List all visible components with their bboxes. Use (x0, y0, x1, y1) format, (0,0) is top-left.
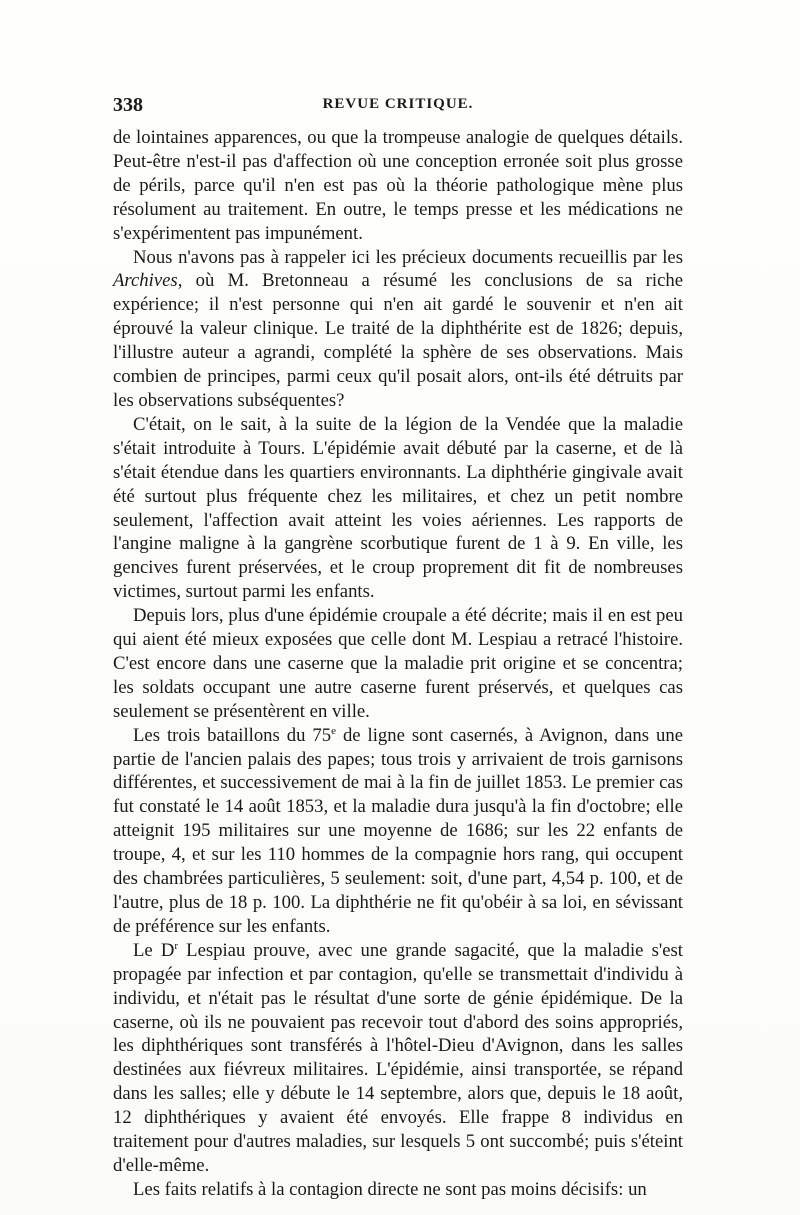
paragraph-5-text-b: de ligne sont casernés, à Avignon, dans une partie de l'ancien palais des papes; tous trois y arrivaient de trois garnisons différentes, et successivement de mai à la fin de juillet 1853. Le premier cas fut constaté le 14 août 1853, et la maladie dura jusqu'à la fin d'octobre; elle atteignit 195 militaires sur une moyenne de 1686; sur les 22 enfants de troupe, 4, et sur les 110 hommes de la compagnie hors rang, qui occupent des chambrées particulières, 5 seulement: soit, d'une part, 4,54 p. 100, et de l'autre, plus de 18 p. 100. La diphthérie ne fit qu'obéir à sa loi, en sévissant de préférence sur les enfants. (113, 724, 683, 937)
paragraph-2-text-b: , où M. Bretonneau a résumé les conclusions de sa riche expérience; il n'est personne qui n'en ait gardé le souvenir et n'en ait éprouvé la valeur clinique. Le traité de la diphthérite est de 1826; depuis, l'illustre auteur a agrandi, complété la sphère de ses observations. Mais combien de principes, parmi ceux qu'il posait alors, ont-ils été détruits par les observations subséquentes? (113, 270, 683, 411)
archives-title: Archives (113, 270, 178, 292)
paragraph-6-text-b: Lespiau prouve, avec une grande sagacité, que la maladie s'est propagée par infection et par contagion, qu'elle se transmettait d'individu à individu, et n'était pas le résultat d'une sorte de génie épidémique. De la caserne, où ils ne pouvaient pas recevoir tout d'abord des soins appropriés, les diphthériques sont transférés à l'hôtel-Dieu d'Avignon, dans les salles destinées aux fiévreux militaires. L'épidémie, ainsi transportée, se répand dans les salles; elle y débute le 14 septembre, alors que, depuis le 18 août, 12 diphthériques y avaient été envoyés. Elle frappe 8 individus en traitement pour d'autres maladies, sur lesquels 5 ont succombé; puis s'éteint d'elle-même. (113, 939, 683, 1176)
paragraph-2 (113, 246, 683, 413)
running-title: REVUE CRITIQUE. (322, 96, 474, 112)
page-header (113, 94, 683, 122)
paragraph-7: Les faits relatifs à la contagion directe ne sont pas moins décisifs: un (133, 1178, 647, 1200)
paragraph-5 (113, 724, 683, 939)
paragraph-1: de lointaines apparences, ou que la trompeuse analogie de quelques détails. Peut-être n'est-il pas d'affection où une conception erronée soit plus grosse de périls, parce qu'il n'en est pas où la théorie pathologique mène plus résolument au traitement. En outre, le temps presse et les médications ne s'expérimentent pas impunément. (113, 127, 683, 244)
paragraph-5-text-a: Les trois bataillons du 75 (133, 724, 332, 746)
paragraph-3: C'était, on le sait, à la suite de la légion de la Vendée que la maladie s'était introduite à Tours. L'épidémie avait débuté par la caserne, et de là s'était étendue dans les quartiers environnants. La diphthérie gingivale avait été surtout plus fréquente chez les militaires, et chez un petit nombre seulement, l'affection avait atteint les voies aériennes. Les rapports de l'angine maligne à la gangrène scorbutique furent de 1 à 9. En ville, les gencives furent préservées, et le croup proprement dit fit de nombreuses victimes, surtout parmi les enfants. (113, 413, 683, 603)
doctor-superscript: r (174, 939, 179, 952)
page-number: 338 (113, 94, 143, 116)
paragraph-6 (113, 939, 683, 1178)
paragraph-2-text-a: Nous n'avons pas à rappeler ici les précieux documents recueillis par les (133, 246, 683, 268)
body-text (113, 126, 683, 1202)
paragraph-4: Depuis lors, plus d'une épidémie croupale a été décrite; mais il en est peu qui aient été mieux exposées que celle dont M. Lespiau a retracé l'histoire. C'est encore dans une caserne que la maladie prit origine et se concentra; les soldats occupant une autre caserne furent préservés, et quelques cas seulement se présentèrent en ville. (113, 605, 683, 722)
ordinal-superscript: e (331, 724, 336, 737)
paragraph-6-text-a: Le D (133, 939, 175, 961)
